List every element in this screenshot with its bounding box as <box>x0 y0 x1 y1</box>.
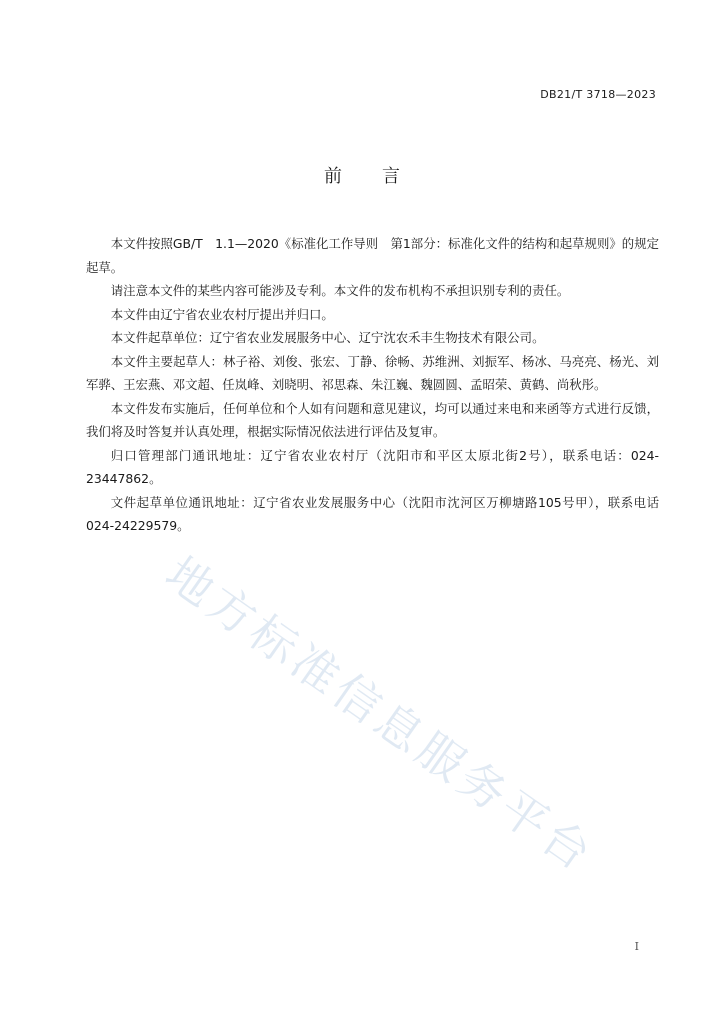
document-code: DB21/T 3718—2023 <box>540 88 656 101</box>
paragraph-authority-address: 归口管理部门通讯地址：辽宁省农业农村厅（沈阳市和平区太原北街2号），联系电话：024-23447862。 <box>86 447 659 486</box>
page-number: I <box>634 940 639 953</box>
paragraph-drafter-address: 文件起草单位通讯地址：辽宁省农业发展服务中心（沈阳市沈河区万柳塘路105号甲），联系电话024-24229579。 <box>86 494 659 533</box>
paragraph-drafting-basis: 本文件按照GB/T 1.1—2020《标准化工作导则 第1部分：标准化文件的结构和起草规则》的规定起草。 <box>86 236 659 275</box>
document-body <box>86 232 659 538</box>
paragraph-drafting-units: 本文件起草单位：辽宁省农业发展服务中心、辽宁沈农禾丰生物技术有限公司。 <box>110 330 545 345</box>
watermark: 地方标准信息服务平台 <box>155 546 605 883</box>
paragraph-patent-notice: 请注意本文件的某些内容可能涉及专利。本文件的发布机构不承担识别专利的责任。 <box>110 283 570 298</box>
paragraph-drafters: 本文件主要起草人：林子裕、刘俊、张宏、丁静、徐畅、苏维洲、刘振军、杨冰、马亮亮、杨光、刘军骅、王宏燕、邓文超、任岚峰、刘晓明、祁思森、朱江巍、魏圆圆、孟昭荣、黄鹤、尚秋彤。 <box>86 353 659 392</box>
paragraph-proposer: 本文件由辽宁省农业农村厅提出并归口。 <box>110 306 334 322</box>
page-title: 前言 <box>324 166 440 187</box>
paragraph-feedback: 本文件发布实施后，任何单位和个人如有问题和意见建议，均可以通过来电和来函等方式进行反馈，我们将及时答复并认真处理，根据实际情况依法进行评估及复审。 <box>86 400 659 439</box>
